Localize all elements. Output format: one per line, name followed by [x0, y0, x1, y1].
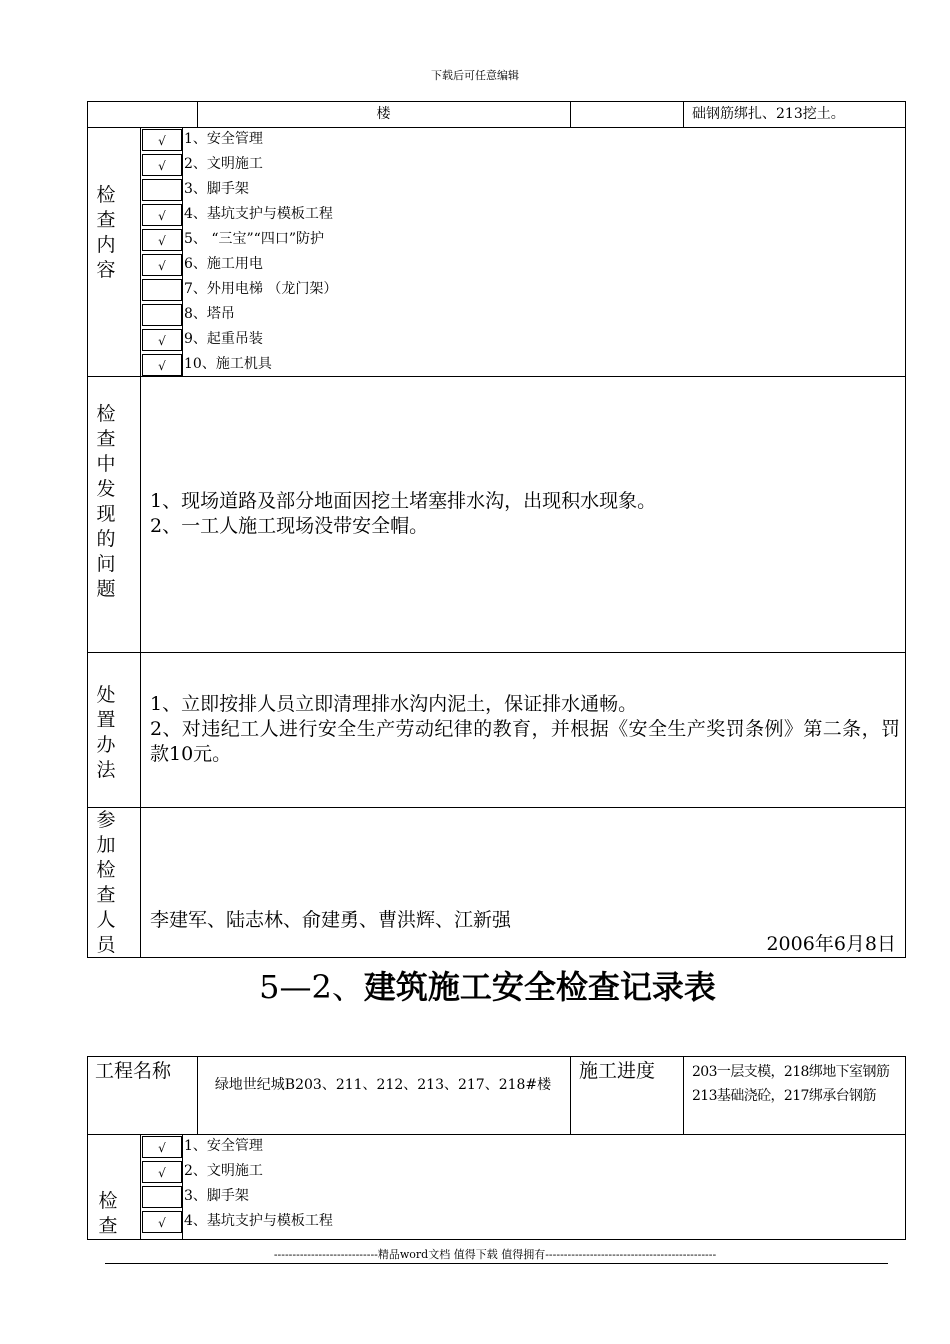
footer-note: ----------------------------精品word文档 值得下载 值得拥有----------------------------------------------: [273, 1248, 717, 1261]
project-name-label: 工程名称: [95, 1060, 172, 1082]
handling-text: [150, 692, 900, 767]
problem-item: 2、一工人施工现场没带安全帽。: [150, 515, 429, 537]
checklist-row: [142, 1134, 542, 1159]
problems-text: [150, 489, 900, 539]
checkbox[interactable]: √: [142, 254, 182, 276]
checklist-item-label: 7、外用电梯 （龙门架）: [184, 281, 338, 297]
checklist-item-label: 3、脚手架: [184, 1188, 249, 1204]
footer-rule: [105, 1263, 888, 1264]
inspection-label: 检查内容: [96, 184, 116, 281]
signing-date: 2006年6月8日: [766, 933, 896, 955]
header-note: 下载后可任意编辑: [431, 69, 519, 82]
progress-tail: 础钢筋绑扎、213挖土。: [692, 106, 845, 122]
checklist-row: [142, 277, 542, 302]
checklist-item-label: 1、安全管理: [184, 131, 263, 147]
inspection-checklist: [142, 127, 542, 377]
table2-checklist: [142, 1134, 542, 1234]
checklist-row: [142, 252, 542, 277]
checkbox[interactable]: √: [142, 154, 182, 176]
checklist-row: [142, 302, 542, 327]
checklist-row: [142, 202, 542, 227]
checkbox[interactable]: √: [142, 1136, 182, 1158]
checkbox[interactable]: √: [142, 204, 182, 226]
checkbox[interactable]: √: [142, 1161, 182, 1183]
problem-item: 1、现场道路及部分地面因挖土堵塞排水沟，出现积水现象。: [150, 490, 657, 512]
participants-names: 李建军、陆志林、俞建勇、曹洪辉、江新强: [150, 909, 512, 931]
checkbox[interactable]: √: [142, 329, 182, 351]
table2-divider: [683, 1056, 684, 1135]
table1-divider: [570, 101, 571, 128]
checklist-item-label: 4、基坑支护与模板工程: [184, 1213, 333, 1229]
checklist-item-label: 9、起重吊装: [184, 331, 263, 347]
participants-label: 参加检查人员: [96, 809, 116, 956]
progress-line: 213基础浇砼，217绑承台钢筋: [692, 1088, 876, 1104]
checklist-item-label: 4、基坑支护与模板工程: [184, 206, 333, 222]
checklist-row: [142, 352, 542, 377]
progress-label: 施工进度: [579, 1060, 656, 1082]
checklist-item-label: 1、安全管理: [184, 1138, 263, 1154]
checkbox[interactable]: [142, 1186, 182, 1208]
table2-inspection-label: 检查: [98, 1190, 118, 1237]
checkbox[interactable]: √: [142, 1211, 182, 1233]
table2-divider: [140, 1134, 141, 1240]
checklist-item-label: 3、脚手架: [184, 181, 249, 197]
checklist-row: [142, 152, 542, 177]
checklist-row: [142, 227, 542, 252]
form-title-main: 建筑施工安全检查记录表: [363, 968, 716, 1006]
project-name-value: 绿地世纪城B203、211、212、213、217、218#楼: [214, 1077, 552, 1093]
checkbox[interactable]: [142, 279, 182, 301]
checklist-item-label: 8、塔吊: [184, 306, 235, 322]
checklist-item-label: 2、文明施工: [184, 1163, 263, 1179]
checklist-row: [142, 1184, 542, 1209]
checkbox[interactable]: √: [142, 354, 182, 376]
form-title-prefix: 5—2、: [259, 968, 364, 1006]
checklist-row: [142, 1209, 542, 1234]
checkbox[interactable]: √: [142, 129, 182, 151]
checkbox[interactable]: [142, 304, 182, 326]
checkbox[interactable]: [142, 179, 182, 201]
project-name-tail: 楼: [376, 106, 391, 122]
progress-line: 203一层支模，218绑地下室钢筋: [692, 1064, 890, 1080]
handling-item: 1、立即按排人员立即清理排水沟内泥土，保证排水通畅。: [150, 693, 638, 715]
handling-item: 2、对违纪工人进行安全生产劳动纪律的教育，并根据《安全生产奖罚条例》第二条，罚款10元。: [150, 718, 900, 765]
table2-divider: [570, 1056, 571, 1135]
checklist-item-label: 2、文明施工: [184, 156, 263, 172]
checklist-row: [142, 327, 542, 352]
checkbox[interactable]: √: [142, 229, 182, 251]
checklist-row: [142, 177, 542, 202]
checklist-item-label: 10、施工机具: [184, 356, 272, 372]
checklist-row: [142, 127, 542, 152]
checklist-item-label: 5、 “三宝”“四口”防护: [184, 231, 324, 247]
table2-divider: [197, 1056, 198, 1135]
checklist-item-label: 6、施工用电: [184, 256, 263, 272]
checklist-row: [142, 1159, 542, 1184]
problems-label: 检查中发现的问题: [96, 403, 116, 600]
progress-value: [692, 1060, 902, 1108]
table1-divider: [683, 101, 684, 128]
handling-label: 处置办法: [96, 684, 116, 781]
form-title: [0, 962, 950, 1008]
